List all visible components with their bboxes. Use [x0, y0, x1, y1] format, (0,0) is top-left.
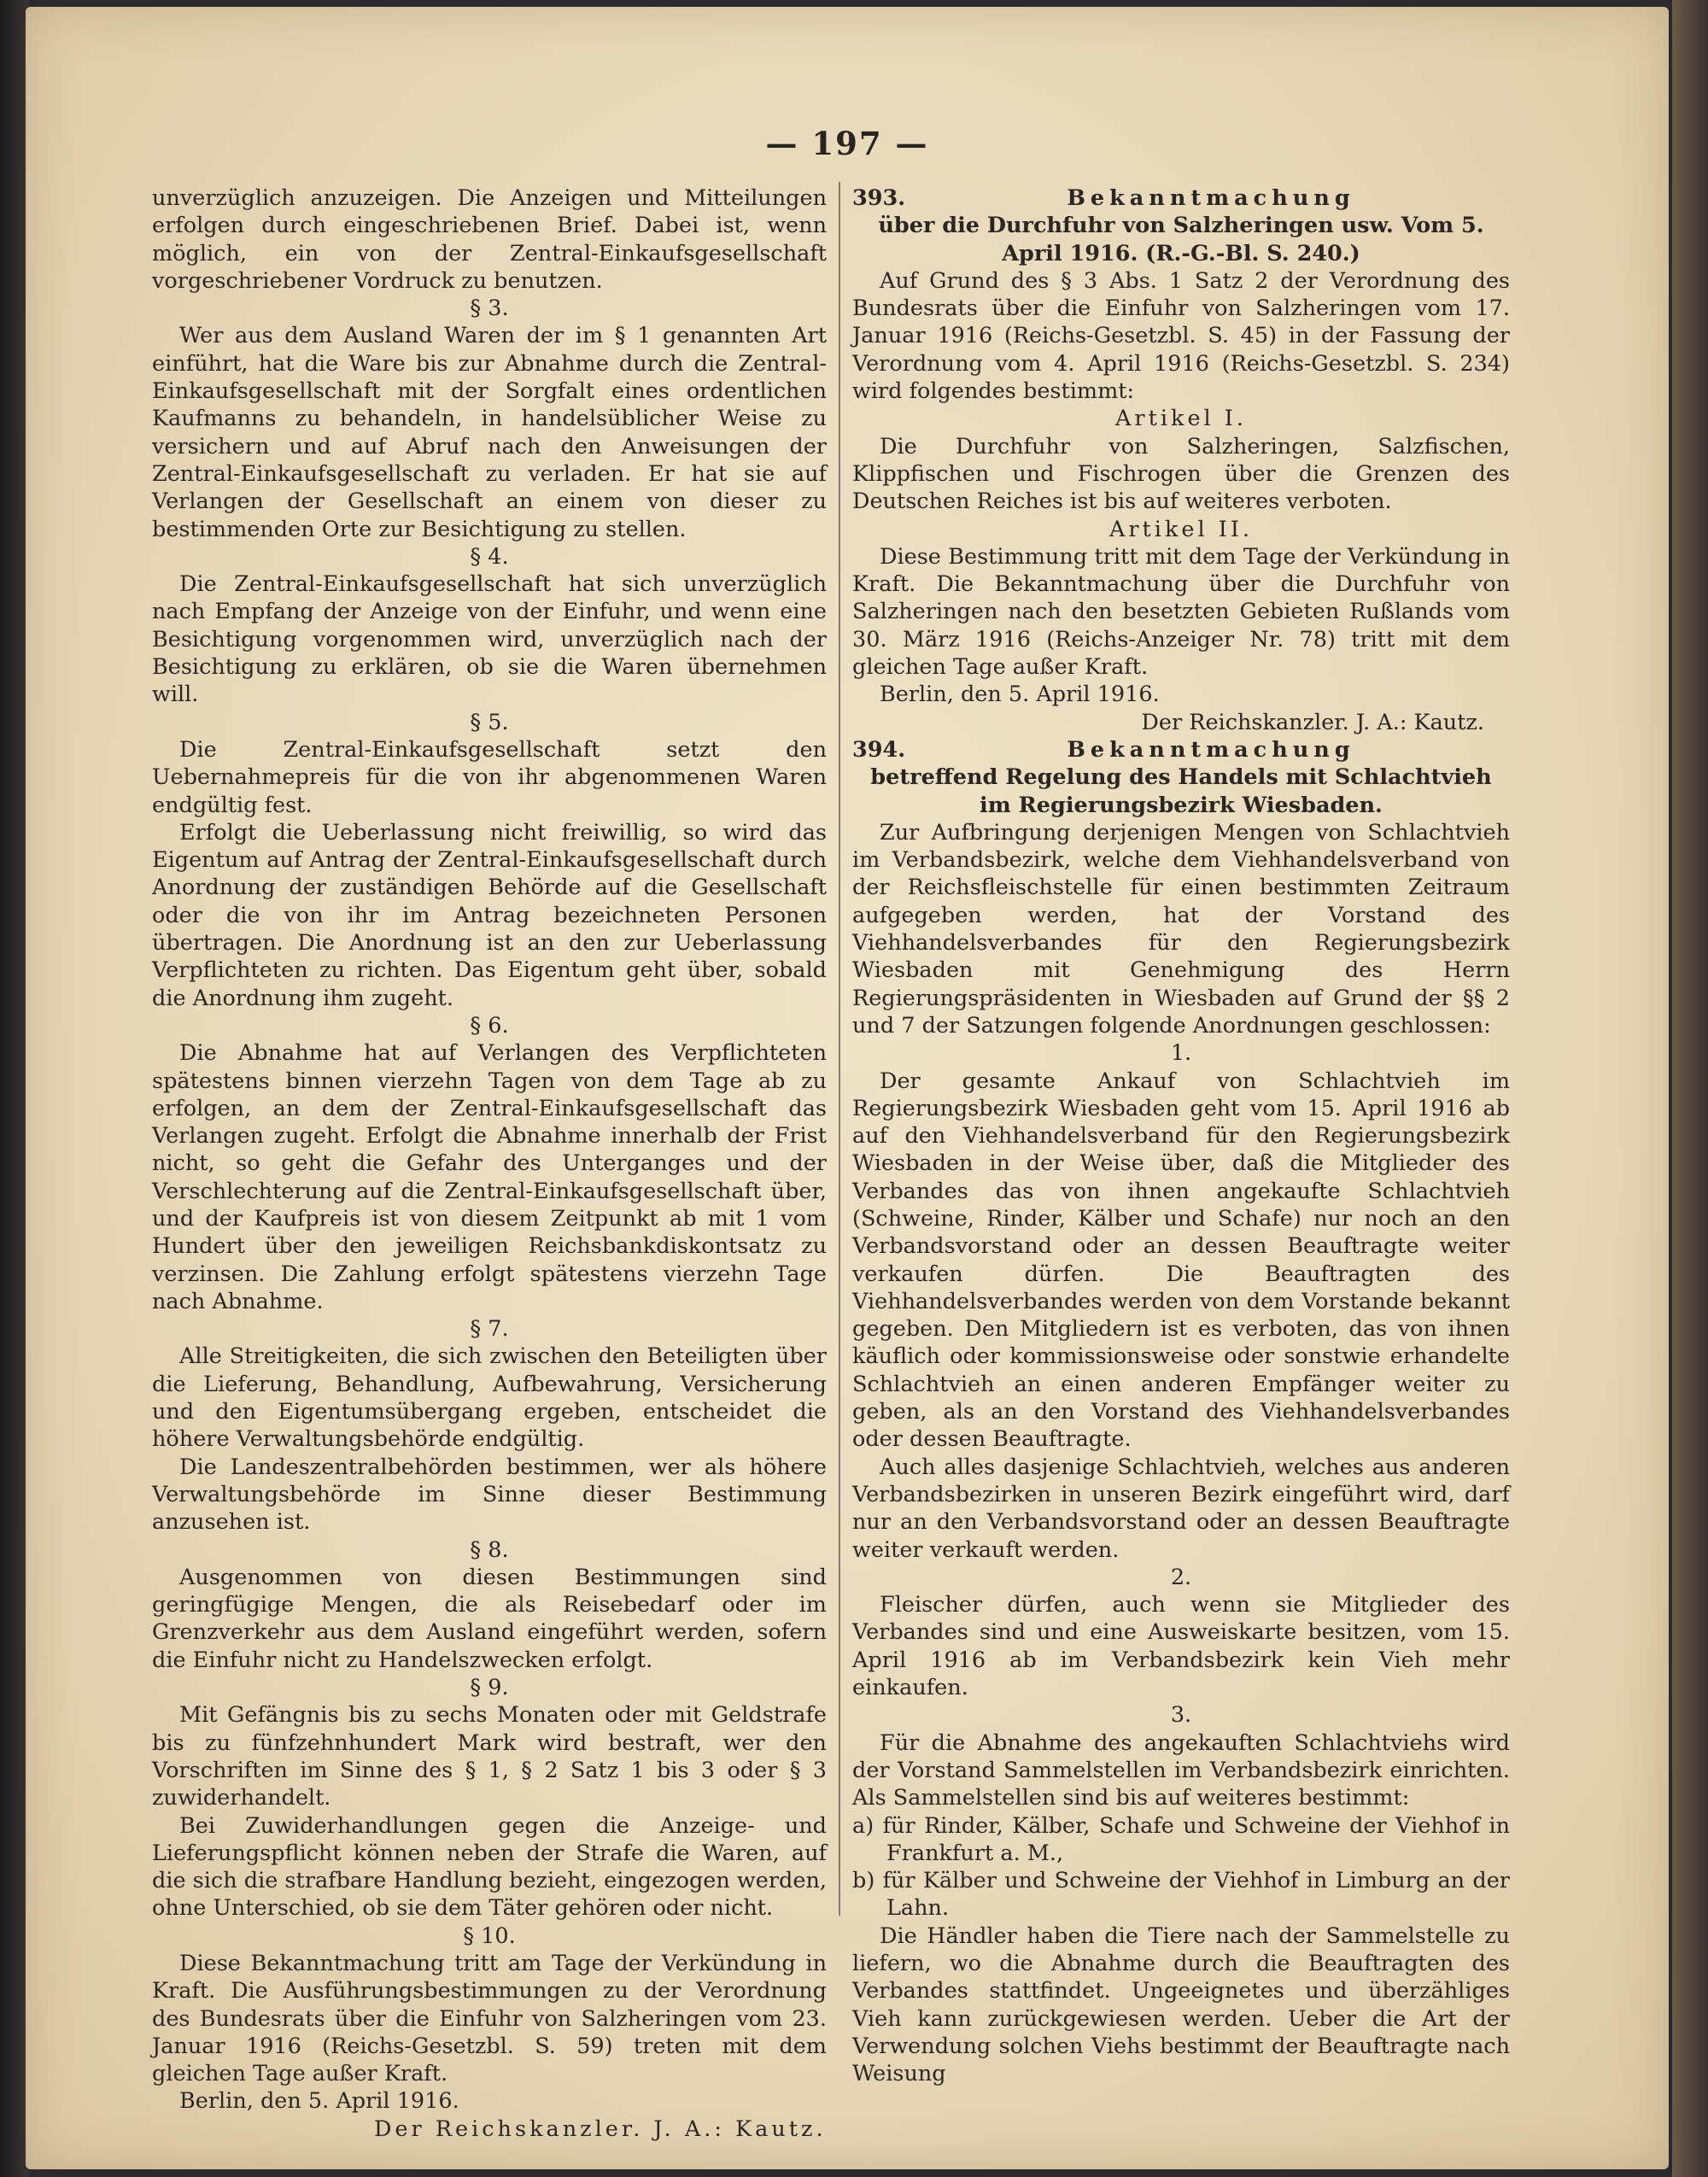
list-item: a) für Rinder, Kälber, Schafe und Schweine der Viehhof in Frankfurt a. M., [852, 1812, 1510, 1866]
announcement-header [852, 184, 1510, 212]
paragraph: unverzüglich anzuzeigen. Die Anzeigen und Mitteilungen erfolgen durch eingeschriebenen Brief. Dabei ist, wenn möglich, ein von der Zentral-Einkaufsgesellschaft vorgeschriebener Vordruck zu benutzen. [152, 185, 827, 294]
paragraph: Die Zentral-Einkaufsgesellschaft hat sich unverzüglich nach Empfang der Anzeige von der Einfuhr, und wenn eine Besichtigung vorgenommen wird, unverzüglich nach der Besichtigung zu erklären, ob sie die Waren übernehmen will. [152, 571, 827, 708]
paragraph: Diese Bekanntmachung tritt am Tage der Verkündung in Kraft. Die Ausführungsbestimmungen zu der Verordnung des Bundesrats über die Einfuhr von Salzheringen vom 23. Januar 1916 (Reichs-Gesetzbl. S. 59) treten mit dem gleichen Tage außer Kraft. [152, 1951, 827, 2087]
column-divider [839, 182, 840, 1916]
place-date: Berlin, den 5. April 1916. [179, 2088, 459, 2115]
paragraph: Die Abnahme hat auf Verlangen des Verpflichteten spätestens binnen vierzehn Tagen von dem Tage ab zu erfolgen, an dem der Zentral-Einkaufsgesellschaft das Verlangen zugeht. Erfolgt die Abnahme innerhalb der Frist nicht, so geht die Gefahr des Unterganges und der Verschlechterung auf die Zentral-Einkaufsgesellschaft über, und der Kaufpreis ist von diesem Zeitpunkt ab mit 1 vom Hundert über den jeweiligen Reichsbankdiskontsatz zu verzinsen. Die Zahlung erfolgt spätestens vierzehn Tage nach Abnahme. [152, 1040, 827, 1314]
paragraph: Alle Streitigkeiten, die sich zwischen den Beteiligten über die Lieferung, Behandlung, Aufbewahrung, Versicherung und den Eigentumsübergang ergeben, entscheidet die höhere Verwaltungsbehörde endgültig. [152, 1343, 827, 1453]
announcement-title: Bekanntmachung [1067, 185, 1355, 211]
article-heading: Artikel II. [1108, 516, 1254, 542]
paragraph: Wer aus dem Ausland Waren der im § 1 genannten Art einführt, hat die Ware bis zur Abnahme durch die Zentral-Einkaufsgesellschaft mit der Sorgfalt eines ordentlichen Kaufmanns zu behandeln, in handelsüblicher Weise zu versichern und auf Abruf nach den Anweisungen der Zentral-Einkaufsgesellschaft zu verladen. Er hat sie auf Verlangen der Gesellschaft an einem von dieser zu bestimmenden Orte zur Besichtigung zu stellen. [152, 323, 827, 542]
section-heading: § 9. [470, 1675, 509, 1701]
section-heading: § 5. [470, 709, 509, 735]
item-number: 2. [1170, 1564, 1192, 1590]
announcement-subtitle: im Regierungsbezirk Wiesbaden. [980, 792, 1383, 818]
paragraph: Die Händler haben die Tiere nach der Sammelstelle zu liefern, wo die Abnahme durch die Beauftragten des Verbandes stattfindet. Ungeeignetes und überzähliges Vieh kann zurückgewiesen werden. Ueber die Art der Verwendung solchen Viehs bestimmt der Beauftragte nach Weisung [852, 1922, 1510, 2087]
section-heading: § 3. [470, 296, 509, 322]
section-heading: § 8. [470, 1536, 509, 1563]
paragraph: Auf Grund des § 3 Abs. 1 Satz 2 der Verordnung des Bundesrats über die Einfuhr von Salzheringen vom 17. Januar 1916 (Reichs-Gesetzbl. S. 45) in der Fassung der Verordnung vom 4. April 1916 (Reichs-Gesetzbl. S. 234) wird folgendes bestimmt: [852, 267, 1510, 405]
list-item: b) für Kälber und Schweine der Viehhof in Limburg an der Lahn. [852, 1868, 1510, 1922]
right-column [852, 184, 1510, 2087]
document-page [26, 7, 1669, 2169]
announcement-subtitle: über die Durchfuhr von Salzheringen usw. Vom 5. April 1916. (R.-G.-Bl. S. 240.) [878, 213, 1484, 266]
page-edge [1672, 0, 1708, 2177]
section-heading: § 10. [463, 1922, 516, 1949]
paragraph: Die Landeszentralbehörden bestimmen, wer als höhere Verwaltungsbehörde im Sinne dieser Bestimmung anzusehen ist. [152, 1454, 827, 1536]
item-number: 3. [1170, 1702, 1192, 1729]
paragraph: Die Durchfuhr von Salzheringen, Salzfischen, Klippfischen und Fischrogen über die Grenzen des Deutschen Reiches ist bis auf weiteres verboten. [852, 433, 1510, 515]
place-date: Berlin, den 5. April 1916. [880, 682, 1160, 708]
paragraph: Bei Zuwiderhandlungen gegen die Anzeige- und Lieferungspflicht können neben der Strafe die Waren, auf die sich die strafbare Handlung bezieht, eingezogen werden, ohne Unterschied, ob sie dem Täter gehören oder nicht. [152, 1812, 827, 1922]
paragraph: Auch alles dasjenige Schlachtvieh, welches aus anderen Verbandsbezirken in unseren Bezirk eingeführt wird, darf nur an den Verbandsvorstand oder an dessen Beauftragte weiter verkauft werden. [852, 1454, 1510, 1563]
paragraph: Mit Gefängnis bis zu sechs Monaten oder mit Geldstrafe bis zu fünfzehnhundert Mark wird bestraft, wer den Vorschriften im Sinne des § 1, § 2 Satz 1 bis 3 oder § 3 zuwiderhandelt. [152, 1702, 827, 1811]
paragraph: Die Zentral-Einkaufsgesellschaft setzt den Uebernahmepreis für die von ihr abgenommenen Waren endgültig fest. [152, 736, 827, 818]
signature: Der Reichskanzler. J. A.: Kautz. [1141, 709, 1484, 735]
paragraph: Diese Bestimmung tritt mit dem Tage der Verkündung in Kraft. Die Bekanntmachung über die Durchfuhr von Salzheringen nach den besetzten Gebieten Rußlands vom 30. März 1916 (Reichs-Anzeiger Nr. 78) tritt mit dem gleichen Tage außer Kraft. [852, 543, 1510, 681]
paragraph: Ausgenommen von diesen Bestimmungen sind geringfügige Mengen, die als Reisebedarf oder im Grenzverkehr aus dem Ausland eingeführt werden, sofern die Einfuhr nicht zu Handelszwecken erfolgt. [152, 1564, 827, 1673]
article-heading: Artikel I. [1115, 406, 1247, 432]
left-column [152, 184, 827, 2143]
section-heading: § 4. [470, 543, 509, 570]
announcement-number: 394. [852, 736, 906, 763]
announcement-number: 393. [852, 185, 906, 211]
signature: Der Reichskanzler. J. A.: Kautz. [374, 2116, 827, 2142]
paragraph: Zur Aufbringung derjenigen Mengen von Schlachtvieh im Verbandsbezirk, welche dem Viehhandelsverband von der Reichsfleischstelle für einen bestimmten Zeitraum aufgegeben werden, hat der Vorstand des Viehhandelsverbandes für den Regierungsbezirk Wiesbaden mit Genehmigung des Herrn Regierungspräsidenten in Wiesbaden auf Grund der §§ 2 und 7 der Satzungen folgende Anordnungen geschlossen: [852, 819, 1510, 1039]
announcement-header [852, 736, 1510, 764]
paragraph: Der gesamte Ankauf von Schlachtvieh im Regierungsbezirk Wiesbaden geht vom 15. April 1916 ab auf den Viehhandelsverband für den Regierungsbezirk Wiesbaden in der Weise über, daß die Mitglieder des Verbandes das von ihnen angekaufte Schlachtvieh (Schweine, Rinder, Kälber und Schafe) nur noch an den Verbandsvorstand oder an dessen Beauftragte weiter verkaufen dürfen. Die Beauftragten des Viehhandelsverbandes werden von dem Vorstande bekannt gegeben. Den Mitgliedern ist es verboten, das von ihnen käuflich oder kommissionsweise oder sonstwie erhandelte Schlachtvieh an einen anderen Empfänger weiter zu geben, als an den Vorstand des Viehhandelsverbandes oder dessen Beauftragte. [852, 1068, 1510, 1453]
page-number: — 197 — [765, 125, 929, 162]
book-binding [0, 0, 29, 2177]
paragraph: Fleischer dürfen, auch wenn sie Mitglieder des Verbandes sind und eine Ausweiskarte besitzen, vom 15. April 1916 ab im Verbandsbezirk kein Vieh mehr einkaufen. [852, 1592, 1510, 1701]
item-number: 1. [1170, 1040, 1192, 1067]
announcement-title: Bekanntmachung [1067, 736, 1355, 763]
paragraph: Für die Abnahme des angekauften Schlachtviehs wird der Vorstand Sammelstellen im Verbandsbezirk einrichten. Als Sammelstellen sind bis auf weiteres bestimmt: [852, 1729, 1510, 1811]
section-heading: § 7. [470, 1316, 509, 1343]
paragraph: Erfolgt die Ueberlassung nicht freiwillig, so wird das Eigentum auf Antrag der Zentral-Einkaufsgesellschaft durch Anordnung der zuständigen Behörde auf die Gesellschaft oder die von ihr im Antrag bezeichneten Personen übertragen. Die Anordnung ist an den zur Ueberlassung Verpflichteten zu richten. Das Eigentum geht über, sobald die Anordnung ihm zugeht. [152, 819, 827, 1011]
announcement-subtitle: betreffend Regelung des Handels mit Schlachtvieh [870, 764, 1492, 791]
section-heading: § 6. [470, 1012, 509, 1039]
